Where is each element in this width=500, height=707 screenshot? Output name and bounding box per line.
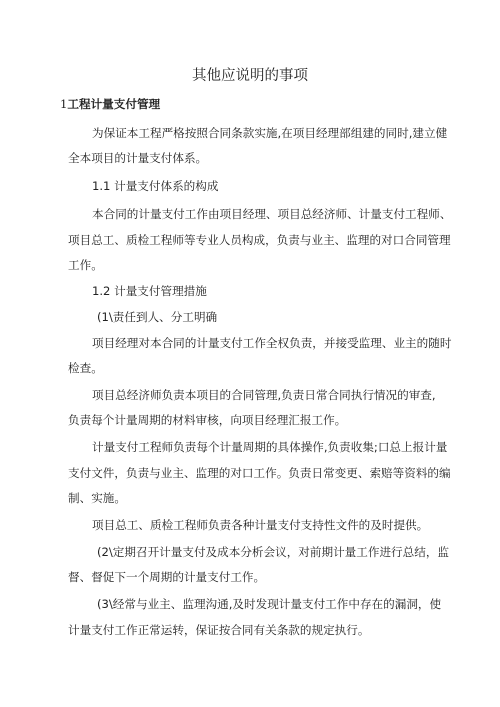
paragraph-line: 项目总经济师负责本项目的合同管理,负责日常合同执行情况的审查, bbox=[92, 388, 436, 402]
paragraph-line: 项目总工、质检工程师等专业人员构成，负责与业主、监理的对口合同管理 bbox=[68, 233, 451, 247]
paragraph-line: 督、督促下一个周期的计量支付工作。 bbox=[68, 570, 266, 584]
paragraph-line: (3\经常与业主、监理沟通,及时发现计量支付工作中存在的漏洞，使 bbox=[97, 597, 442, 611]
paragraph-line: 全本项目的计量支付体系。 bbox=[68, 151, 208, 165]
subsection-heading: 1.2 计量支付管理措施 bbox=[92, 284, 207, 298]
section-title: 工程计量支付管理 bbox=[67, 97, 161, 111]
subsection-heading: 1.1 计量支付体系的构成 bbox=[92, 179, 219, 193]
paragraph-line: 计量支付工程师负责每个计量周期的具体操作,负责收集;口总上报计量 bbox=[92, 440, 448, 454]
section-heading bbox=[60, 96, 160, 112]
paragraph-line: 检查。 bbox=[68, 361, 103, 375]
paragraph-line: 项目经理对本合同的计量支付工作全权负责，并接受监理、业主的随时 bbox=[92, 336, 452, 350]
paragraph-line: 负责每个计量周期的材料审核，向项目经理汇报工作。 bbox=[68, 413, 347, 427]
page-title: 其他应说明的事项 bbox=[192, 68, 308, 84]
paragraph-line: (2\定期召开计量支付及成本分析会议，对前期计量工作进行总结，监 bbox=[97, 545, 450, 559]
paragraph-line: 为保证本工程严格按照合同条款实施,在项目经理部组建的同时,建立健 bbox=[92, 126, 448, 140]
paragraph-line: 工作。 bbox=[68, 258, 103, 272]
paragraph-line: 本合同的计量支付工作由项目经理、项目总经济师、计量支付工程师、 bbox=[92, 207, 452, 221]
section-number: 1 bbox=[60, 97, 68, 111]
paragraph-line: 支付文件，负责与业主、监理的对口工作。负责日常变更、索赔等资料的编 bbox=[68, 466, 451, 480]
paragraph-line: 项目总工、质检工程师负责各种计量支付支持性文件的及时提供。 bbox=[92, 518, 429, 532]
list-item-heading: (1\责任到人、分工明确 bbox=[97, 310, 218, 324]
paragraph-line: 计量支付工作正常运转，保证按合同有关条款的规定执行。 bbox=[68, 623, 370, 637]
paragraph-line: 制、实施。 bbox=[68, 491, 126, 505]
